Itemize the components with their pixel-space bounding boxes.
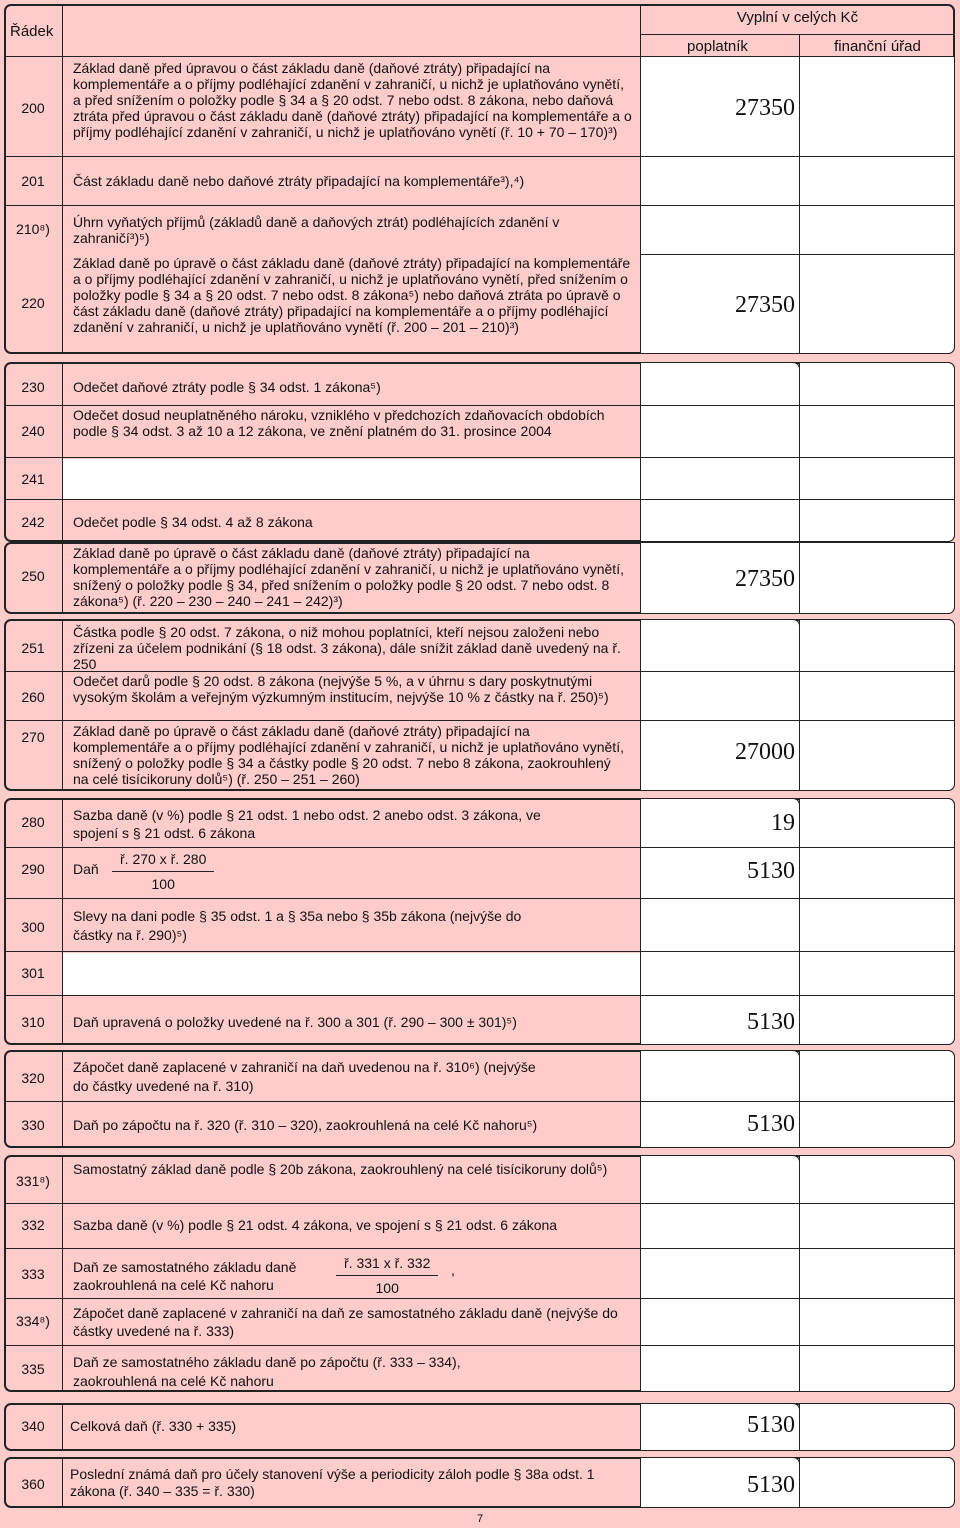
field-332-taxpayer[interactable] (640, 1203, 800, 1249)
row-text-333: Daň ze samostatného základu daně zaokrouhlená na celé Kč nahoru (73, 1259, 297, 1293)
row-number-270: 270 (21, 729, 45, 745)
row-number-220: 220 (21, 295, 45, 311)
row-text-332: Sazba daně (v %) podle § 21 odst. 4 zákona, ve spojení s § 21 odst. 6 zákona (73, 1217, 558, 1233)
row-text-310: Daň upravená o položky uvedené na ř. 300 a 301 (ř. 290 – 300 ± 301)⁵) (73, 1014, 517, 1030)
row-text-330: Daň po zápočtu na ř. 320 (ř. 310 – 320), zaokrouhlená na celé Kč nahoru⁵) (73, 1117, 538, 1133)
row-number-333: 333 (21, 1266, 45, 1282)
header-taxpayer-label: poplatník (687, 38, 748, 55)
field-230-taxpayer[interactable] (640, 362, 800, 406)
field-201-taxpayer[interactable] (640, 156, 800, 206)
row-number-310: 310 (21, 1014, 45, 1030)
field-333-taxpayer[interactable] (640, 1248, 800, 1299)
field-301-office[interactable] (799, 951, 955, 996)
row-text-201: Část základu daně nebo daňové ztráty připadající na komplementáře³),⁴) (73, 173, 525, 189)
field-320-office[interactable] (799, 1050, 955, 1102)
row-number-230: 230 (21, 379, 45, 395)
row-text-220: Základ daně po úpravě o část základu daně (daňové ztráty) připadající na komplementáře a o příjmy podléhající zdanění v zahraničí, u nichž je uplatňováno vynětí, před snížením o položky podle § 34 a § 20 odst. 7 nebo odst. 8 zákona⁵) nebo daňová ztráta po úpravě o část základu daně (daňové ztráty) připadající na komplementáře a o příjmy podléhající zdanění v zahraničí, u nichž je uplatňováno vynětí (ř. 200 – 201 – 210)³) (73, 255, 631, 335)
fraction-290-denominator: 100 (151, 876, 175, 892)
row-text-251: Částka podle § 20 odst. 7 zákona, o niž mohou poplatníci, kteří nejsou založeni nebo zřízeni za účelem podnikání (§ 18 odst. 3 zákona), dále snížit základ daně uvedený na ř. 250 (73, 624, 621, 672)
field-331-taxpayer[interactable] (640, 1155, 800, 1204)
field-290-office[interactable] (799, 847, 955, 899)
row-text-280: Sazba daně (v %) podle § 21 odst. 1 nebo odst. 2 anebo odst. 3 zákona, ve spojení s § 21 odst. 6 zákona (73, 807, 541, 841)
row-number-360: 360 (21, 1476, 45, 1492)
fraction-333-denominator: 100 (375, 1280, 399, 1296)
row-text-200: Základ daně před úpravou o část základu daně (daňové ztráty) připadající na komplementáře a o příjmy podléhající zdanění v zahraničí, u nichž je uplatňováno vynětí, a před snížením o položky podle § 34 a § 20 odst. 7 nebo odst. 8 zákona, nebo daňová ztráta před úpravou o část základu daně (daňové ztráty) připadající na komplementáře a o příjmy podléhající zdanění v zahraničí, u nichž je uplatňováno vynětí (ř. 10 + 70 – 170)³) (73, 60, 632, 140)
fraction-333-suffix: , (451, 1262, 455, 1278)
field-335-taxpayer[interactable] (640, 1345, 800, 1392)
row-number-280: 280 (21, 814, 45, 830)
row-number-335: 335 (21, 1361, 45, 1377)
row-text-270: Základ daně po úpravě o část základu daně (daňové ztráty) připadající na komplementáře a o příjmy podléhající zdanění v zahraničí, u nichž je uplatňováno vynětí, snížený o položky podle § 34 a částky podle § 20 odst. 7 nebo 8 zákona, zaokrouhlený na celé tisícikoruny dolů⁵) (ř. 250 – 251 – 260) (73, 723, 624, 787)
field-300-office[interactable] (799, 898, 955, 952)
row-text-260: Odečet darů podle § 20 odst. 8 zákona (nejvýše 5 %, a v úhrnu s dary poskytnutými vysokým školám a veřejným výzkumným institucím, nejvýše 10 % z částky na ř. 250)⁵) (73, 673, 609, 705)
row-number-320: 320 (21, 1070, 45, 1086)
field-260-office[interactable] (799, 671, 955, 721)
fraction-290 (112, 851, 214, 892)
header-fill-label: Vyplní v celých Kč (736, 9, 859, 26)
row-number-330: 330 (21, 1117, 45, 1133)
value-310: 5130 (747, 1009, 795, 1035)
row-number-200: 200 (21, 100, 45, 116)
field-241-office[interactable] (799, 457, 955, 500)
value-270: 27000 (735, 739, 795, 765)
row-text-360: Poslední známá daň pro účely stanovení výše a periodicity záloh podle § 38a odst. 1 zákona (ř. 340 – 335 = ř. 330) (70, 1466, 595, 1499)
row-text-320: Zápočet daně zaplacené v zahraničí na daň uvedenou na ř. 310⁶) (nejvýše do částky uvedené na ř. 310) (73, 1059, 536, 1094)
field-335-office[interactable] (799, 1345, 955, 1392)
field-210-office[interactable] (799, 205, 955, 255)
field-240-taxpayer[interactable] (640, 405, 800, 458)
row-number-201: 201 (21, 173, 45, 189)
row-text-240: Odečet dosud neuplatněného nároku, vzniklého v předchozích zdaňovacích obdobích podle § 34 odst. 3 až 10 a 12 zákona, ve znění platném do 31. prosince 2004 (73, 407, 605, 439)
row-text-331: Samostatný základ daně podle § 20b zákona, zaokrouhlený na celé tisícikoruny dolů⁵) (73, 1161, 608, 1177)
value-340: 5130 (747, 1412, 795, 1438)
field-260-taxpayer[interactable] (640, 671, 800, 721)
field-301-taxpayer[interactable] (640, 951, 800, 996)
field-270-office[interactable] (799, 720, 955, 791)
fraction-333-numerator: ř. 331 x ř. 332 (336, 1255, 438, 1276)
row-number-241: 241 (21, 471, 45, 487)
row-number-331: 331⁸) (16, 1173, 50, 1189)
field-300-taxpayer[interactable] (640, 898, 800, 952)
row-number-300: 300 (21, 919, 45, 935)
row-number-240: 240 (21, 423, 45, 439)
row-text-290: Daň (73, 861, 99, 877)
page-number: 7 (476, 1513, 484, 1525)
value-330: 5130 (747, 1111, 795, 1137)
field-220-office[interactable] (799, 254, 955, 354)
field-280-office[interactable] (799, 798, 955, 848)
field-331-office[interactable] (799, 1155, 955, 1204)
field-240-office[interactable] (799, 405, 955, 458)
value-280: 19 (771, 810, 795, 836)
value-360: 5130 (747, 1472, 795, 1498)
row-text-340: Celková daň (ř. 330 + 335) (70, 1418, 237, 1434)
row-text-335: Daň ze samostatného základu daně po zápočtu (ř. 333 – 334), zaokrouhlená na celé Kč nahoru (73, 1354, 461, 1389)
field-242-taxpayer[interactable] (640, 499, 800, 542)
field-334-office[interactable] (799, 1298, 955, 1346)
value-250: 27350 (735, 566, 795, 592)
field-250-office[interactable] (799, 542, 955, 614)
value-290: 5130 (747, 858, 795, 884)
field-251-office[interactable] (799, 619, 955, 672)
field-200-office[interactable] (799, 56, 955, 157)
field-230-office[interactable] (799, 362, 955, 406)
header-row-label: Řádek (10, 23, 54, 40)
row-number-260: 260 (21, 689, 45, 705)
field-310-office[interactable] (799, 995, 955, 1045)
row-number-340: 340 (21, 1418, 45, 1434)
field-210-taxpayer[interactable] (640, 205, 800, 255)
field-333-office[interactable] (799, 1248, 955, 1299)
row-number-332: 332 (21, 1217, 45, 1233)
fraction-333 (336, 1255, 438, 1296)
field-251-taxpayer[interactable] (640, 619, 800, 672)
value-200: 27350 (735, 95, 795, 121)
field-320-taxpayer[interactable] (640, 1050, 800, 1102)
field-340-office[interactable] (799, 1403, 955, 1451)
fraction-290-numerator: ř. 270 x ř. 280 (112, 851, 214, 872)
field-330-office[interactable] (799, 1101, 955, 1148)
row-number-251: 251 (21, 640, 45, 656)
row-number-290: 290 (21, 861, 45, 877)
row-text-210: Úhrn vyňatých příjmů (základů daně a daňových ztrát) podléhajících zdanění v zahraničí³)⁵) (73, 214, 560, 246)
field-360-office[interactable] (799, 1457, 955, 1508)
field-241-taxpayer[interactable] (640, 457, 800, 500)
field-334-taxpayer[interactable] (640, 1298, 800, 1346)
row-number-301: 301 (21, 965, 45, 981)
field-332-office[interactable] (799, 1203, 955, 1249)
row-number-242: 242 (21, 514, 45, 530)
field-242-office[interactable] (799, 499, 955, 542)
row-text-334: Zápočet daně zaplacené v zahraničí na daň ze samostatného základu daně (nejvýše do částky uvedené na ř. 333) (73, 1305, 618, 1339)
field-201-office[interactable] (799, 156, 955, 206)
row-text-300: Slevy na dani podle § 35 odst. 1 a § 35a nebo § 35b zákona (nejvýše do částky na ř. 290)⁵) (73, 908, 522, 943)
header-office-label: finanční úřad (834, 38, 921, 55)
row-number-250: 250 (21, 568, 45, 584)
value-220: 27350 (735, 292, 795, 318)
row-number-210: 210⁸) (16, 221, 50, 237)
row-number-334: 334⁸) (16, 1313, 50, 1329)
row-text-230: Odečet daňové ztráty podle § 34 odst. 1 zákona⁵) (73, 379, 381, 395)
row-text-250: Základ daně po úpravě o část základu daně (daňové ztráty) připadající na komplementáře a o příjmy podléhající zdanění v zahraničí, u nichž je uplatňováno vynětí, snížený o položky podle § 34, před snížením o položky podle § 20 odst. 7 nebo odst. 8 zákona⁵) (ř. 220 – 230 – 240 – 241 – 242)³) (73, 545, 624, 609)
row-text-242: Odečet podle § 34 odst. 4 až 8 zákona (73, 514, 313, 530)
